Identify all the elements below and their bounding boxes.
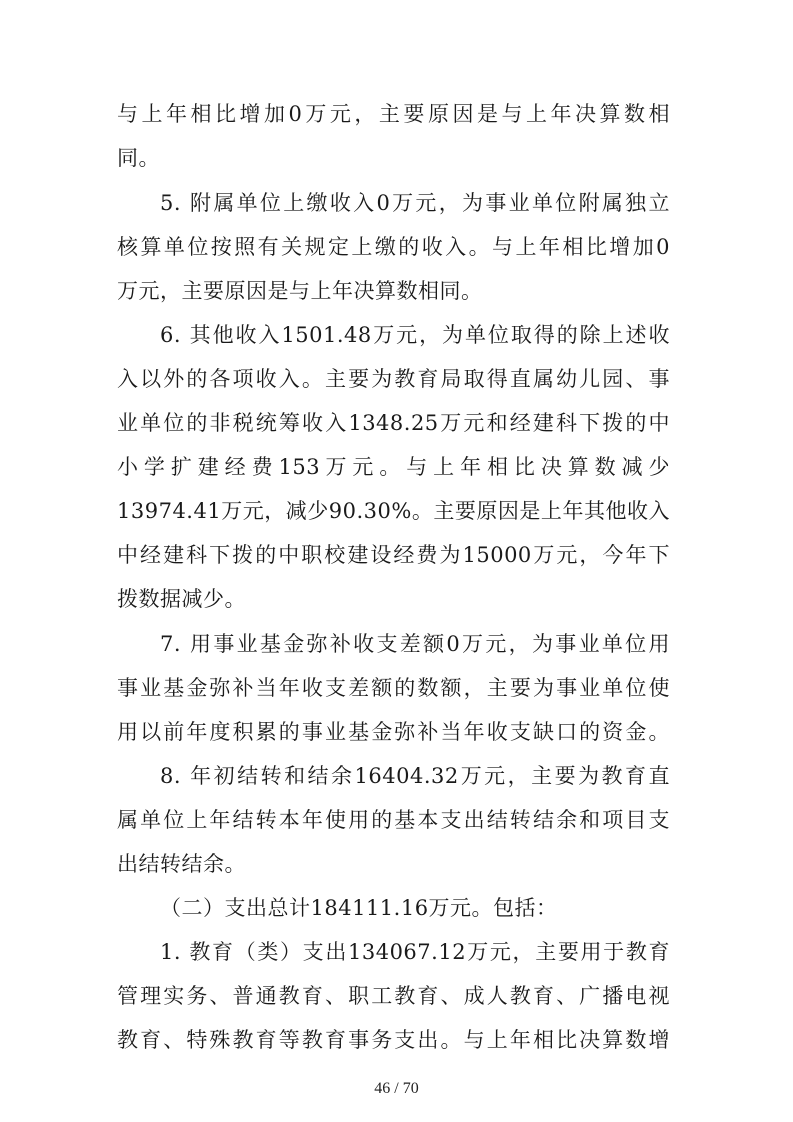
text-line-7: 入以外的各项收入。主要为教育局取得直属幼儿园、事 (117, 367, 670, 391)
text-line-8: 业单位的非税统筹收入1348.25万元和经建科下拨的中 (117, 411, 670, 435)
text-line-13: 7. 用事业基金弥补收支差额0万元，为事业单位用 (160, 632, 670, 656)
page-number: 46 / 70 (374, 1080, 419, 1097)
text-line-2: 同。 (117, 146, 160, 170)
text-line-1: 与上年相比增加0万元，主要原因是与上年决算数相 (117, 102, 670, 126)
text-line-22: 教育、特殊教育等教育事务支出。与上年相比决算数增 (117, 1028, 670, 1052)
text-line-9: 小学扩建经费153万元。与上年相比决算数减少 (117, 455, 670, 479)
text-line-21: 管理实务、普通教育、职工教育、成人教育、广播电视 (117, 984, 670, 1008)
text-line-11: 中经建科下拨的中职校建设经费为15000万元，今年下 (117, 543, 670, 567)
text-line-20: 1. 教育（类）支出134067.12万元，主要用于教育 (160, 940, 670, 964)
text-line-14: 事业基金弥补当年收支差额的数额，主要为事业单位使 (117, 676, 670, 700)
text-line-4: 核算单位按照有关规定上缴的收入。与上年相比增加0 (117, 235, 670, 259)
section-heading: （二）支出总计184111.16万元。包括： (160, 896, 558, 920)
text-line-12: 拨数据减少。 (117, 587, 246, 611)
text-line-5: 万元，主要原因是与上年决算数相同。 (117, 279, 483, 303)
text-line-6: 6. 其他收入1501.48万元，为单位取得的除上述收 (160, 323, 670, 347)
text-line-17: 属单位上年结转本年使用的基本支出结转结余和项目支 (117, 808, 670, 832)
text-line-16: 8. 年初结转和结余16404.32万元，主要为教育直 (160, 764, 670, 788)
text-line-10: 13974.41万元，减少90.30%。主要原因是上年其他收入 (117, 499, 670, 523)
text-line-15: 用以前年度积累的事业基金弥补当年收支缺口的资金。 (117, 720, 670, 744)
text-line-3: 5. 附属单位上缴收入0万元，为事业单位附属独立 (160, 191, 670, 215)
text-line-18: 出结转结余。 (117, 852, 246, 876)
